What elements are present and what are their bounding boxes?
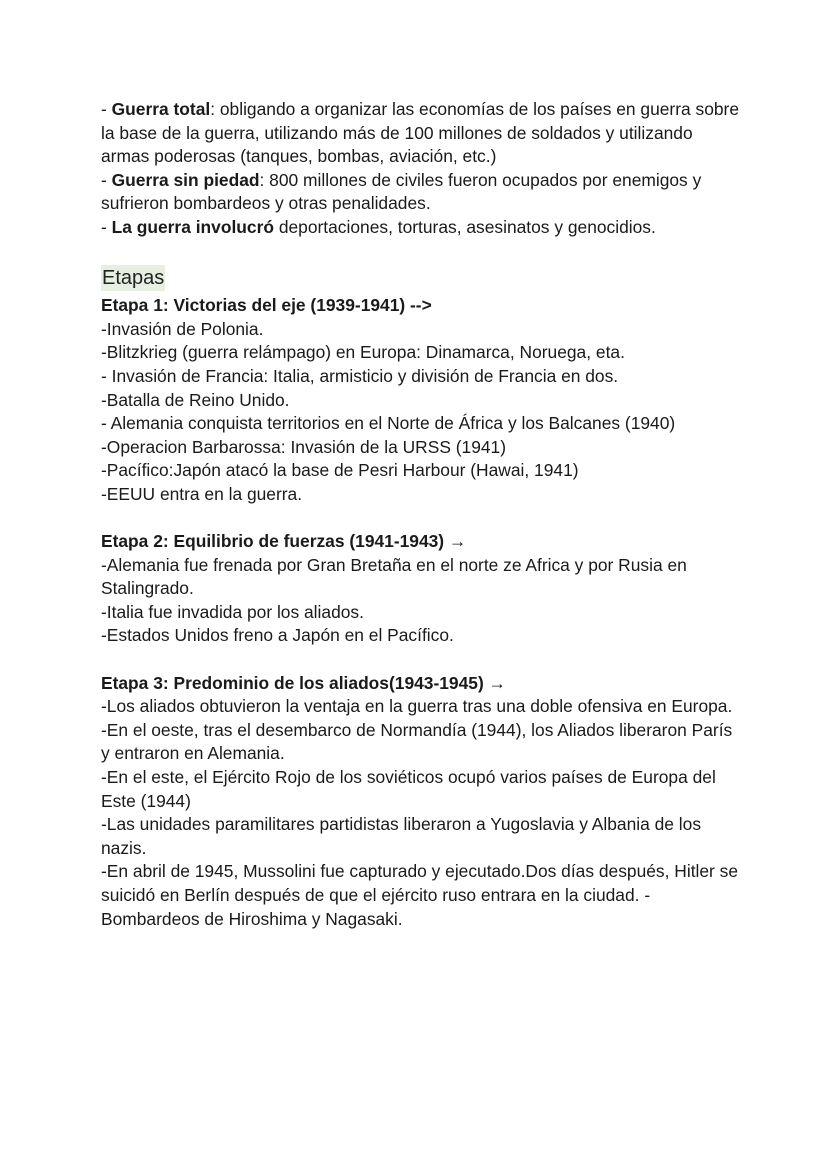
intro-paragraph [101, 98, 744, 169]
list-item: -En el oeste, tras el desembarco de Normandía (1944), los Aliados liberaron París y entraron en Alemania. [101, 719, 738, 764]
list-item: -En el este, el Ejército Rojo de los soviéticos ocupó varios países de Europa del Este (1944) [101, 767, 721, 811]
list-item: -Los aliados obtuvieron la ventaja en la guerra tras una doble ofensiva en Europa. [101, 696, 733, 717]
bold-term: Guerra total [111, 99, 211, 119]
list-item: -Blitzkrieg (guerra relámpago) en Europa: Dinamarca, Noruega, eta. [101, 342, 625, 363]
stage-title: Etapa 1: Victorias del eje (1939-1941) --> [101, 295, 432, 316]
paragraph-text: : 800 millones de civiles fueron ocupados por enemigos y sufrieron bombardeos y otras penalidades. [101, 169, 707, 214]
spacer [101, 648, 741, 672]
list-item: -Batalla de Reino Unido. [101, 389, 290, 410]
spacer [101, 240, 741, 264]
intro-block [101, 98, 744, 240]
stage-1 [101, 294, 741, 506]
stage-title: Etapa 2: Equilibrio de fuerzas (1941-1943) → [101, 531, 467, 552]
list-item: -EEUU entra en la guerra. [101, 483, 303, 504]
list-item: -Operacion Barbarossa: Invasión de la URSS (1941) [101, 436, 507, 457]
list-item: -Las unidades paramilitares partidistas liberaron a Yugoslavia y Albania de los nazis. [101, 814, 706, 858]
list-item: -Alemania fue frenada por Gran Bretaña en el norte ze Africa y por Rusia en Stalingrado. [101, 554, 692, 599]
intro-paragraph [101, 169, 741, 216]
section-heading: Etapas [102, 267, 165, 290]
dash: - [101, 99, 112, 119]
stage-3 [101, 672, 741, 932]
intro-paragraph [101, 216, 741, 240]
bold-term: La guerra involucró [111, 216, 274, 237]
dash: - [101, 216, 112, 237]
list-item: -Italia fue invadida por los aliados. [101, 601, 364, 622]
list-item: -En abril de 1945, Mussolini fue capturado y ejecutado.Dos días después, Hitler se suicidó en Berlín después de que el ejército ruso entrara en la ciudad. -Bombardeos de Hiroshima y Nagasaki. [101, 861, 743, 929]
list-item: -Pacífico:Japón atacó la base de Pesri Harbour (Hawai, 1941) [101, 460, 579, 481]
bold-term: Guerra sin piedad [111, 169, 260, 190]
list-item: - Invasión de Francia: Italia, armisticio y división de Francia en dos. [101, 365, 619, 386]
list-item: -Estados Unidos freno a Japón en el Pacífico. [101, 625, 454, 646]
paragraph-text: deportaciones, torturas, asesinatos y genocidios. [273, 216, 656, 237]
section-heading-wrap [101, 263, 741, 294]
stage-title: Etapa 3: Predominio de los aliados(1943-1945) → [101, 672, 506, 693]
spacer [101, 507, 741, 531]
stage-2 [101, 530, 741, 648]
list-item: -Invasión de Polonia. [101, 318, 264, 339]
list-item: - Alemania conquista territorios en el Norte de África y los Balcanes (1940) [101, 413, 676, 434]
dash: - [101, 169, 112, 190]
paragraph-text: : obligando a organizar las economías de los países en guerra sobre la base de la guerra, utilizando más de 100 millones de soldados y utilizando armas poderosas (tanques, bombas, aviación, etc.) [101, 99, 744, 167]
document-page [101, 98, 744, 931]
